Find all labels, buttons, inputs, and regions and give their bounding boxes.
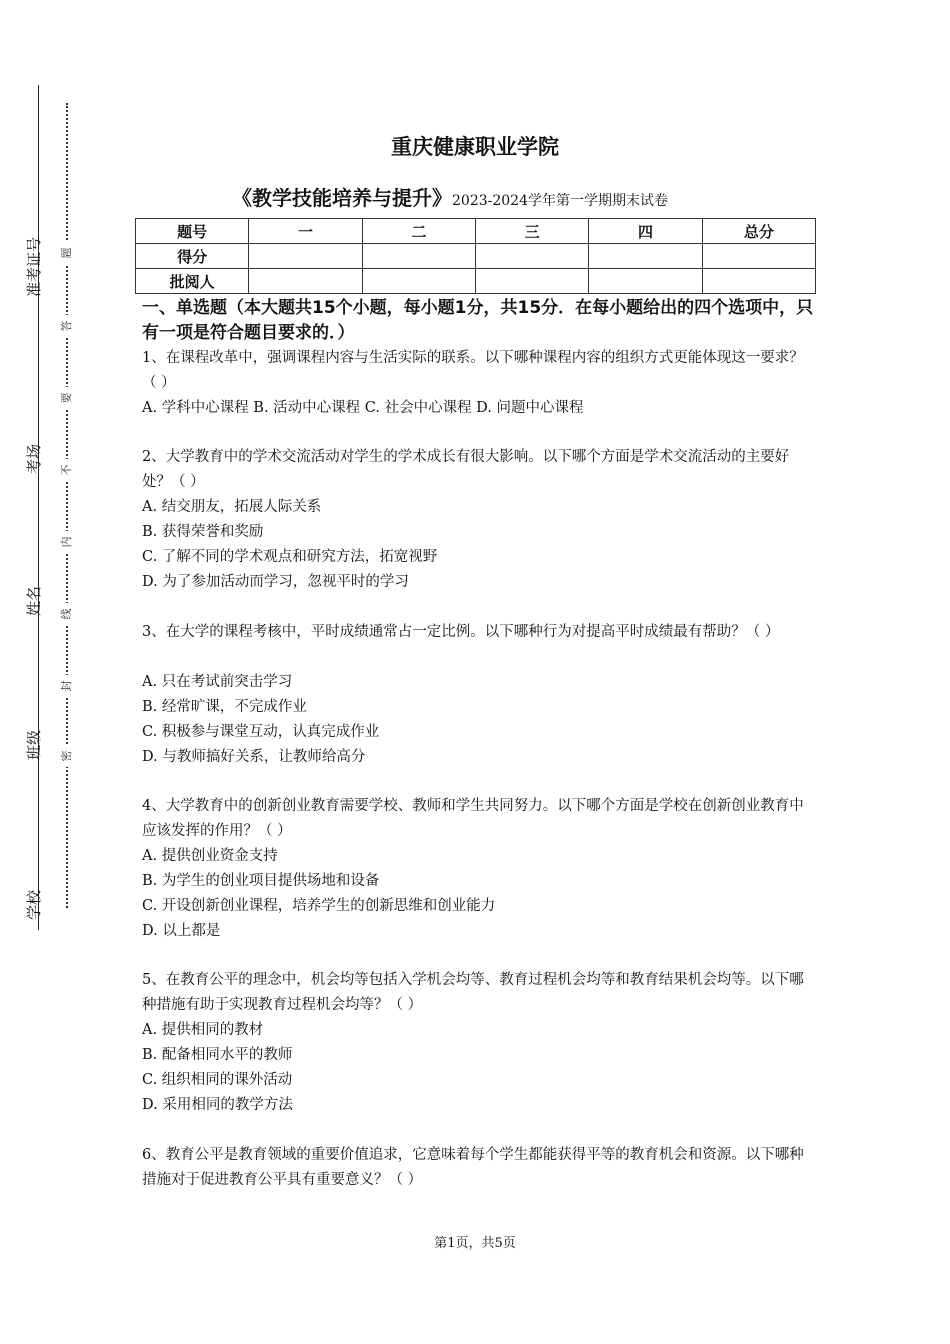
question-text: 2、大学教育中的学术交流活动对学生的学术成长有很大影响。以下哪个方面是学术交流活动的主要好处？（ ） [142, 449, 790, 490]
score-row-label: 批阅人 [136, 269, 249, 294]
seal-char: 封 [57, 675, 77, 697]
option-item: D. 以上都是 [142, 923, 221, 939]
score-table-row [136, 244, 816, 269]
score-table-row [136, 269, 816, 294]
option-item: B. 配备相同水平的教师 [142, 1047, 293, 1063]
question-options: A. 学科中心课程 B. 活动中心课程 C. 社会中心课程 D. 问题中心课程 [142, 400, 584, 416]
score-table [135, 218, 816, 294]
option-item: B. 经常旷课，不完成作业 [142, 699, 307, 715]
exam-number-label: 准考证号 [25, 236, 43, 297]
score-cell[interactable] [589, 269, 702, 294]
page-number: 第1页，共5页 [434, 1236, 516, 1251]
question-text: 3、在大学的课程考核中，平时成绩通常占一定比例。以下哪种行为对提高平时成绩最有帮助？（ ） [142, 624, 780, 640]
score-table-header: 三 [475, 219, 588, 244]
seal-char: 要 [57, 387, 77, 409]
class-label: 班级 [25, 730, 43, 761]
option-item: B. 获得荣誉和奖励 [142, 524, 264, 540]
seal-char: 密 [57, 745, 77, 767]
seal-char: 线 [57, 603, 77, 625]
option-item: D. 与教师搞好关系，让教师给高分 [142, 749, 366, 765]
question-text: 5、在教育公平的理念中，机会均等包括入学机会均等、教育过程机会均等和教育结果机会均等。以下哪种措施有助于实现教育过程机会均等？（ ） [142, 972, 804, 1013]
school-title: 重庆健康职业学院 [391, 135, 559, 159]
score-cell[interactable] [362, 244, 475, 269]
option-item: A. 只在考试前突击学习 [142, 674, 293, 690]
score-cell[interactable] [702, 244, 815, 269]
score-cell[interactable] [475, 269, 588, 294]
score-table-header-row [136, 219, 816, 244]
seal-char: 题 [57, 242, 77, 264]
option-item: D. 为了参加活动而学习，忽视平时的学习 [142, 574, 409, 590]
score-row-label: 得分 [136, 244, 249, 269]
question-text: 4、大学教育中的创新创业教育需要学校、教师和学生共同努力。以下哪个方面是学校在创新创业教育中应该发挥的作用？（ ） [142, 798, 804, 839]
option-item: B. 为学生的创业项目提供场地和设备 [142, 873, 380, 889]
score-table-header: 一 [249, 219, 362, 244]
seal-dotted-line [66, 103, 68, 908]
score-cell[interactable] [475, 244, 588, 269]
score-table-header: 二 [362, 219, 475, 244]
score-table-header: 题号 [136, 219, 249, 244]
exam-term: 2023-2024学年第一学期期末试卷 [452, 193, 668, 209]
option-item: A. 结交朋友，拓展人际关系 [142, 499, 322, 515]
score-cell[interactable] [702, 269, 815, 294]
option-item: A. 提供创业资金支持 [142, 848, 278, 864]
option-item: A. 提供相同的教材 [142, 1022, 264, 1038]
option-item: C. 了解不同的学术观点和研究方法，拓宽视野 [142, 549, 438, 565]
exam-room-label: 考场 [25, 444, 43, 475]
score-cell[interactable] [249, 269, 362, 294]
option-item: C. 积极参与课堂互动，认真完成作业 [142, 724, 380, 740]
score-cell[interactable] [589, 244, 702, 269]
school-label: 学校 [25, 890, 43, 921]
option-item: C. 开设创新创业课程，培养学生的创新思维和创业能力 [142, 898, 496, 914]
option-item: C. 组织相同的课外活动 [142, 1072, 293, 1088]
section-heading: 一、单选题（本大题共15个小题，每小题1分，共15分．在每小题给出的四个选项中，只有一项是符合题目要求的．） [142, 298, 814, 343]
score-cell[interactable] [249, 244, 362, 269]
student-name-label: 姓名 [25, 586, 43, 617]
exam-subtitle [232, 182, 668, 211]
score-table-header: 总分 [702, 219, 815, 244]
score-cell[interactable] [362, 269, 475, 294]
option-item: D. 采用相同的教学方法 [142, 1097, 293, 1113]
score-table-header: 四 [589, 219, 702, 244]
question-text: 1、在课程改革中，强调课程内容与生活实际的联系。以下哪种课程内容的组织方式更能体现这一要求？（ ） [142, 350, 804, 391]
course-name: 《教学技能培养与提升》 [232, 186, 452, 210]
seal-char: 答 [57, 315, 77, 337]
seal-char: 内 [57, 531, 77, 553]
seal-char: 不 [57, 459, 77, 481]
binding-solid-line [38, 85, 39, 930]
question-text: 6、教育公平是教育领域的重要价值追求，它意味着每个学生都能获得平等的教育机会和资源。以下哪种措施对于促进教育公平具有重要意义？（ ） [142, 1147, 804, 1188]
